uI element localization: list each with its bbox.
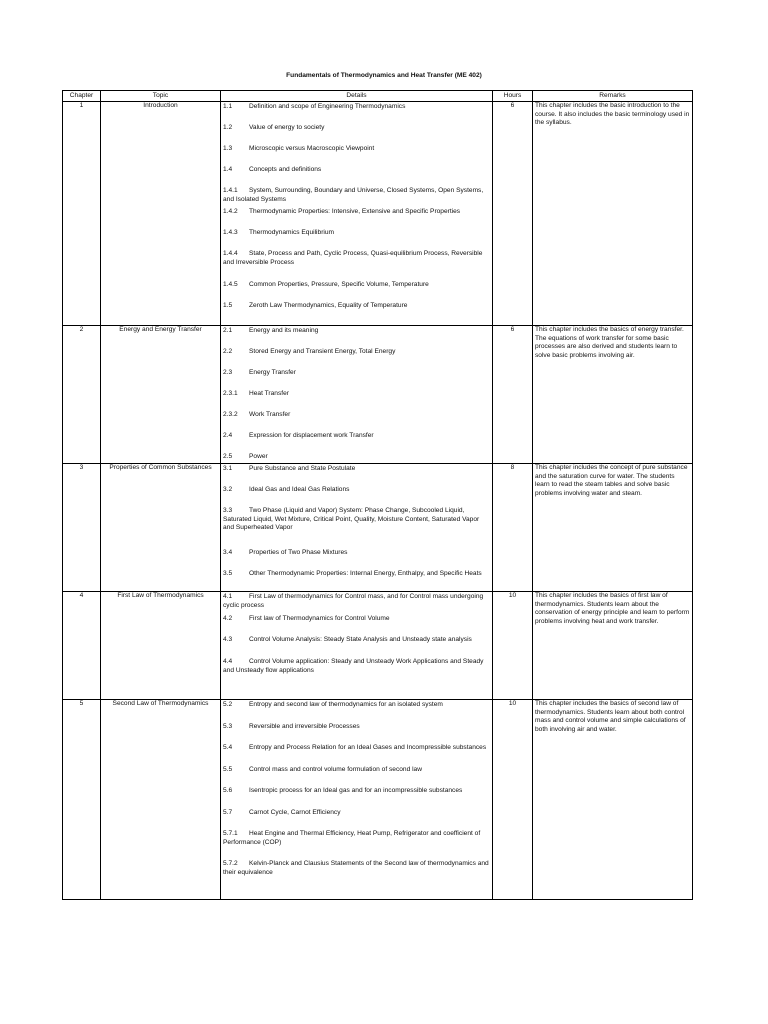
- detail-text: State, Process and Path, Cyclic Process, Quasi-equilibrium Process, Reversible and Irreversible Process: [223, 250, 483, 266]
- detail-number: 4.2: [223, 615, 233, 622]
- detail-item: [223, 452, 490, 463]
- detail-item: [223, 808, 490, 829]
- detail-item: [223, 368, 490, 389]
- detail-text: Common Properties, Pressure, Specific Volume, Temperature: [249, 281, 429, 288]
- detail-item: [223, 249, 490, 280]
- detail-number: 5.3: [223, 723, 233, 730]
- chapter-row: [63, 700, 693, 900]
- detail-text: Kelvin-Planck and Clausius Statements of the Second law of thermodynamics and their equivalence: [223, 860, 489, 876]
- detail-number: 4.4: [223, 658, 233, 665]
- detail-text: Energy and its meaning: [249, 327, 319, 334]
- detail-item: [223, 548, 490, 569]
- detail-number: 3.4: [223, 549, 233, 556]
- detail-item: [223, 614, 490, 635]
- detail-number: 1.4: [223, 166, 233, 173]
- detail-number: 2.3.2: [223, 411, 238, 418]
- detail-number: 2.1: [223, 327, 233, 334]
- detail-number: 1.4.4: [223, 250, 238, 257]
- detail-text: Pure Substance and State Postulate: [249, 465, 356, 472]
- detail-item: [223, 829, 490, 859]
- detail-number: 5.2: [223, 701, 233, 708]
- header-details: Details: [221, 91, 493, 102]
- chapter-number: 5: [63, 700, 101, 900]
- chapter-remarks: This chapter includes the basics of second law of thermodynamics. Students learn about both control mass and control volume and simple calculations of both involving air and water.: [533, 700, 693, 900]
- detail-item: [223, 722, 490, 743]
- header-row: [63, 91, 693, 102]
- detail-text: Microscopic versus Macroscopic Viewpoint: [249, 145, 375, 152]
- chapter-topic: Properties of Common Substances: [101, 464, 221, 592]
- detail-text: Entropy and second law of thermodynamics for an isolated system: [249, 701, 443, 708]
- detail-number: 1.5: [223, 302, 233, 309]
- detail-item: [223, 464, 490, 485]
- chapter-hours: 6: [493, 326, 533, 464]
- chapter-number: 3: [63, 464, 101, 592]
- detail-text: Work Transfer: [249, 411, 291, 418]
- detail-text: Reversible and irreversible Processes: [249, 723, 360, 730]
- detail-text: Definition and scope of Engineering Thermodynamics: [249, 103, 406, 110]
- chapter-number: 1: [63, 102, 101, 326]
- detail-item: [223, 280, 490, 301]
- detail-text: First Law of thermodynamics for Control mass, and for Control mass undergoing cyclic process: [223, 593, 484, 609]
- syllabus-table: [62, 90, 693, 900]
- detail-item: [223, 765, 490, 786]
- chapter-hours: 10: [493, 700, 533, 900]
- detail-item: [223, 743, 490, 765]
- detail-text: Thermodynamic Properties: Intensive, Extensive and Specific Properties: [249, 208, 461, 215]
- header-remarks: Remarks: [533, 91, 693, 102]
- details-cell: [221, 102, 493, 326]
- chapter-remarks: This chapter includes the basics of energy transfer. The equations of work transfer for some basic processes are also derived and students learn to solve basic problems involving air.: [533, 326, 693, 464]
- detail-number: 1.4.2: [223, 208, 238, 215]
- detail-number: 2.5: [223, 453, 233, 460]
- detail-number: 5.7.2: [223, 860, 238, 867]
- detail-text: Energy Transfer: [249, 369, 296, 376]
- detail-text: Properties of Two Phase Mixtures: [249, 549, 348, 556]
- detail-item: [223, 431, 490, 452]
- detail-number: 1.4.1: [223, 187, 238, 194]
- detail-text: Concepts and definitions: [249, 166, 322, 173]
- chapter-number: 4: [63, 592, 101, 700]
- chapter-row: [63, 102, 693, 326]
- detail-text: Ideal Gas and Ideal Gas Relations: [249, 486, 350, 493]
- detail-number: 1.2: [223, 124, 233, 131]
- chapter-topic: Second Law of Thermodynamics: [101, 700, 221, 900]
- header-hours: Hours: [493, 91, 533, 102]
- detail-number: 2.4: [223, 432, 233, 439]
- header-chapter: Chapter: [63, 91, 101, 102]
- detail-item: [223, 700, 490, 722]
- detail-item: [223, 506, 490, 548]
- detail-number: 3.5: [223, 570, 233, 577]
- details-cell: [221, 700, 493, 900]
- detail-text: Thermodynamics Equilibrium: [249, 229, 335, 236]
- detail-number: 1.1: [223, 103, 233, 110]
- detail-number: 5.7: [223, 809, 233, 816]
- detail-text: Isentropic process for an Ideal gas and for an incompressible substances: [249, 787, 463, 794]
- detail-item: [223, 144, 490, 165]
- detail-item: [223, 301, 490, 312]
- detail-number: 5.5: [223, 766, 233, 773]
- detail-item: [223, 326, 490, 347]
- detail-number: 4.3: [223, 636, 233, 643]
- detail-number: 4.1: [223, 593, 233, 600]
- detail-number: 5.6: [223, 787, 233, 794]
- detail-number: 2.2: [223, 348, 233, 355]
- chapter-topic: Introduction: [101, 102, 221, 326]
- chapter-hours: 8: [493, 464, 533, 592]
- details-cell: [221, 326, 493, 464]
- chapter-row: [63, 592, 693, 700]
- detail-number: 1.3: [223, 145, 233, 152]
- detail-number: 3.2: [223, 486, 233, 493]
- chapter-row: [63, 464, 693, 592]
- chapter-hours: 6: [493, 102, 533, 326]
- chapter-number: 2: [63, 326, 101, 464]
- details-cell: [221, 592, 493, 700]
- detail-text: Two Phase (Liquid and Vapor) System: Phase Change, Subcooled Liquid, Saturated Liquid, Wet Mixture, Critical Point, Quality, Moisture Content, Saturated Vapor and Superheated Vapor: [223, 507, 480, 531]
- chapter-topic: Energy and Energy Transfer: [101, 326, 221, 464]
- detail-item: [223, 165, 490, 186]
- detail-item: [223, 347, 490, 368]
- detail-item: [223, 186, 490, 207]
- detail-number: 3.1: [223, 465, 233, 472]
- detail-item: [223, 485, 490, 506]
- detail-text: Stored Energy and Transient Energy, Total Energy: [249, 348, 396, 355]
- detail-number: 1.4.3: [223, 229, 238, 236]
- detail-item: [223, 207, 490, 228]
- detail-item: [223, 389, 490, 410]
- detail-text: Control Volume application: Steady and Unsteady Work Applications and Steady and Unsteady flow applications: [223, 658, 484, 674]
- detail-text: System, Surrounding, Boundary and Universe, Closed Systems, Open Systems, and Isolated Systems: [223, 187, 484, 203]
- chapter-row: [63, 326, 693, 464]
- detail-text: First law of Thermodynamics for Control Volume: [249, 615, 390, 622]
- detail-text: Control Volume Analysis: Steady State Analysis and Unsteady state analysis: [249, 636, 472, 643]
- detail-number: 5.4: [223, 744, 233, 751]
- chapter-topic: First Law of Thermodynamics: [101, 592, 221, 700]
- detail-text: Heat Transfer: [249, 390, 289, 397]
- detail-text: Power: [249, 453, 268, 460]
- detail-text: Carnot Cycle, Carnot Efficiency: [249, 809, 341, 816]
- detail-item: [223, 786, 490, 808]
- detail-text: Value of energy to society: [249, 124, 325, 131]
- details-cell: [221, 464, 493, 592]
- detail-item: [223, 410, 490, 431]
- chapter-remarks: This chapter includes the basic introduction to the course. It also includes the basic terminology used in the syllabus.: [533, 102, 693, 326]
- detail-text: Control mass and control volume formulation of second law: [249, 766, 422, 773]
- chapter-remarks: This chapter includes the basics of first law of thermodynamics. Students learn about the conservation of energy principle and learn to perform problems involving heat and work transfer.: [533, 592, 693, 700]
- detail-item: [223, 635, 490, 657]
- detail-text: Other Thermodynamic Properties: Internal Energy, Enthalpy, and Specific Heats: [249, 570, 482, 577]
- header-topic: Topic: [101, 91, 221, 102]
- detail-number: 2.3: [223, 369, 233, 376]
- detail-number: 5.7.1: [223, 830, 238, 837]
- detail-number: 3.3: [223, 507, 233, 514]
- detail-item: [223, 592, 490, 614]
- detail-number: 2.3.1: [223, 390, 238, 397]
- chapter-hours: 10: [493, 592, 533, 700]
- detail-item: [223, 102, 490, 123]
- detail-item: [223, 859, 490, 881]
- detail-item: [223, 123, 490, 144]
- detail-text: Entropy and Process Relation for an Ideal Gases and Incompressible substances: [249, 744, 487, 751]
- detail-text: Expression for displacement work Transfer: [249, 432, 374, 439]
- detail-item: [223, 228, 490, 249]
- chapter-remarks: This chapter includes the concept of pure substance and the saturation curve for water. The students learn to read the steam tables and solve basic problems involving water and steam.: [533, 464, 693, 592]
- detail-text: Zeroth Law Thermodynamics, Equality of Temperature: [249, 302, 408, 309]
- document-title: Fundamentals of Thermodynamics and Heat Transfer (ME 402): [286, 72, 482, 79]
- detail-item: [223, 657, 490, 679]
- detail-text: Heat Engine and Thermal Efficiency, Heat Pump, Refrigerator and coefficient of Performance (COP): [223, 830, 481, 846]
- detail-item: [223, 569, 490, 591]
- detail-number: 1.4.5: [223, 281, 238, 288]
